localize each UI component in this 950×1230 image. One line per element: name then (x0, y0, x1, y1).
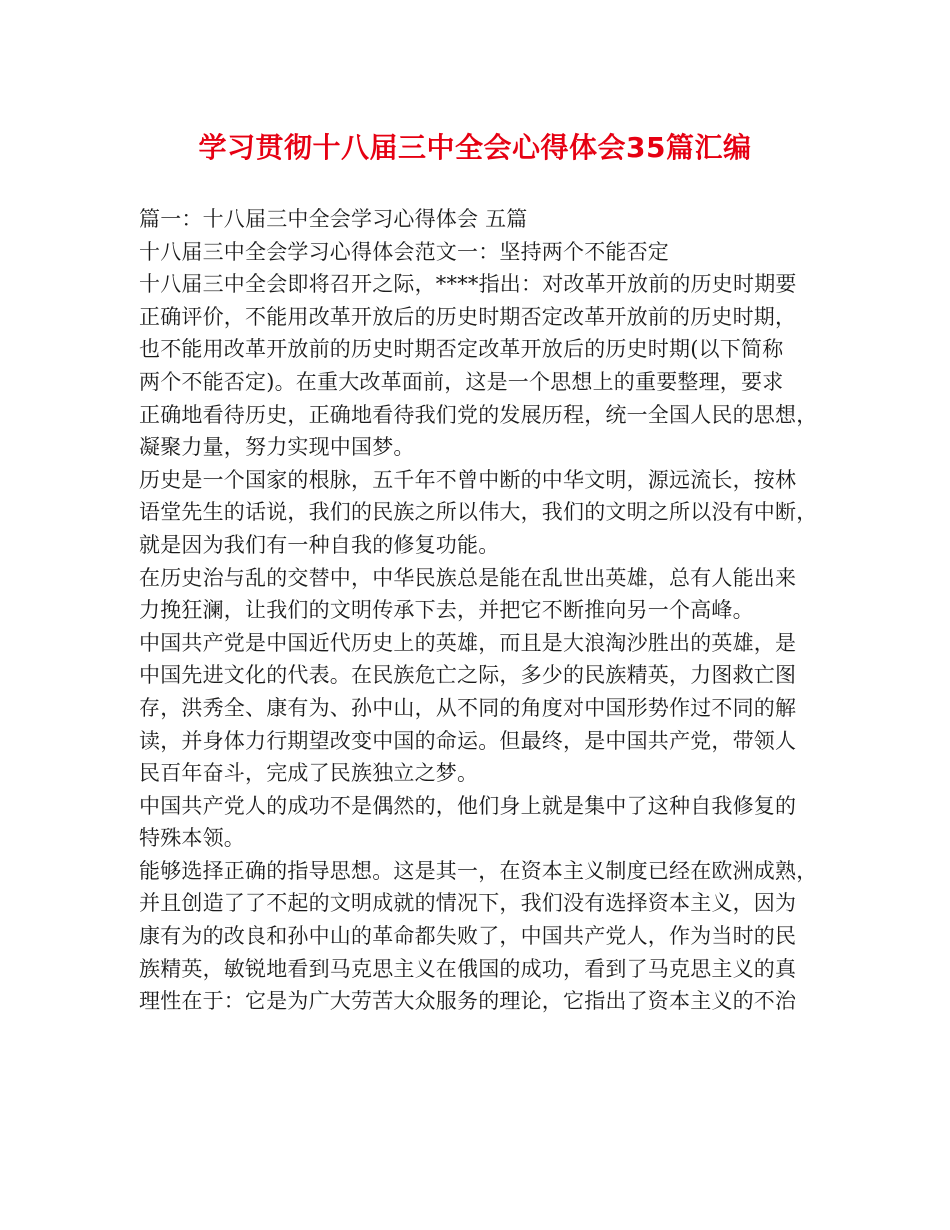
text-line: 并且创造了了不起的文明成就的情况下，我们没有选择资本主义，因为 (139, 891, 797, 916)
text-line: 中国先进文化的代表。在民族危亡之际，多少的民族精英，力图救亡图 (139, 663, 797, 688)
text-line: 读，并身体力行期望改变中国的命运。但最终，是中国共产党，带领人 (139, 728, 797, 753)
text-line: 在历史治与乱的交替中，中华民族总是能在乱世出英雄，总有人能出来 (139, 565, 797, 590)
text-line: 也不能用改革开放前的历史时期否定改革开放后的历史时期(以下简称 (139, 337, 784, 362)
text-line: 民百年奋斗，完成了民族独立之梦。 (139, 761, 479, 786)
text-line: 特殊本领。 (139, 826, 245, 851)
text-line: 历史是一个国家的根脉，五千年不曾中断的中华文明，源远流长，按林 (139, 467, 797, 492)
text-line: 语堂先生的话说，我们的民族之所以伟大，我们的文明之所以没有中断， (139, 500, 818, 525)
text-line: 力挽狂澜，让我们的文明传承下去，并把它不断推向另一个高峰。 (139, 598, 754, 623)
text-line: 十八届三中全会学习心得体会范文一：坚持两个不能否定 (139, 239, 669, 264)
text-line: 正确评价，不能用改革开放后的历史时期否定改革开放前的历史时期， (139, 304, 797, 329)
text-line: 理性在于：它是为广大劳苦大众服务的理论，它指出了资本主义的不治 (139, 989, 797, 1014)
text-line: 凝聚力量，努力实现中国梦。 (139, 435, 415, 460)
text-line: 就是因为我们有一种自我的修复功能。 (139, 532, 500, 557)
text-line: 中国共产党是中国近代历史上的英雄，而且是大浪淘沙胜出的英雄，是 (139, 630, 797, 655)
text-line: 存，洪秀全、康有为、孙中山，从不同的角度对中国形势作过不同的解 (139, 695, 797, 720)
document-title: 学习贯彻十八届三中全会心得体会35篇汇编 (198, 131, 752, 164)
text-line: 篇一：十八届三中全会学习心得体会 五篇 (139, 207, 528, 231)
text-line: 十八届三中全会即将召开之际，****指出：对改革开放前的历史时期要 (139, 272, 797, 297)
document-body (139, 203, 829, 1018)
text-line: 能够选择正确的指导思想。这是其一，在资本主义制度已经在欧洲成熟， (139, 858, 818, 883)
text-line: 中国共产党人的成功不是偶然的，他们身上就是集中了这种自我修复的 (139, 793, 797, 818)
text-line: 族精英，敏锐地看到马克思主义在俄国的成功，看到了马克思主义的真 (139, 956, 797, 981)
text-line: 正确地看待历史，正确地看待我们党的发展历程，统一全国人民的思想， (139, 402, 818, 427)
text-line: 两个不能否定)。在重大改革面前，这是一个思想上的重要整理，要求 (139, 369, 784, 394)
text-line: 康有为的改良和孙中山的革命都失败了，中国共产党人，作为当时的民 (139, 924, 797, 949)
